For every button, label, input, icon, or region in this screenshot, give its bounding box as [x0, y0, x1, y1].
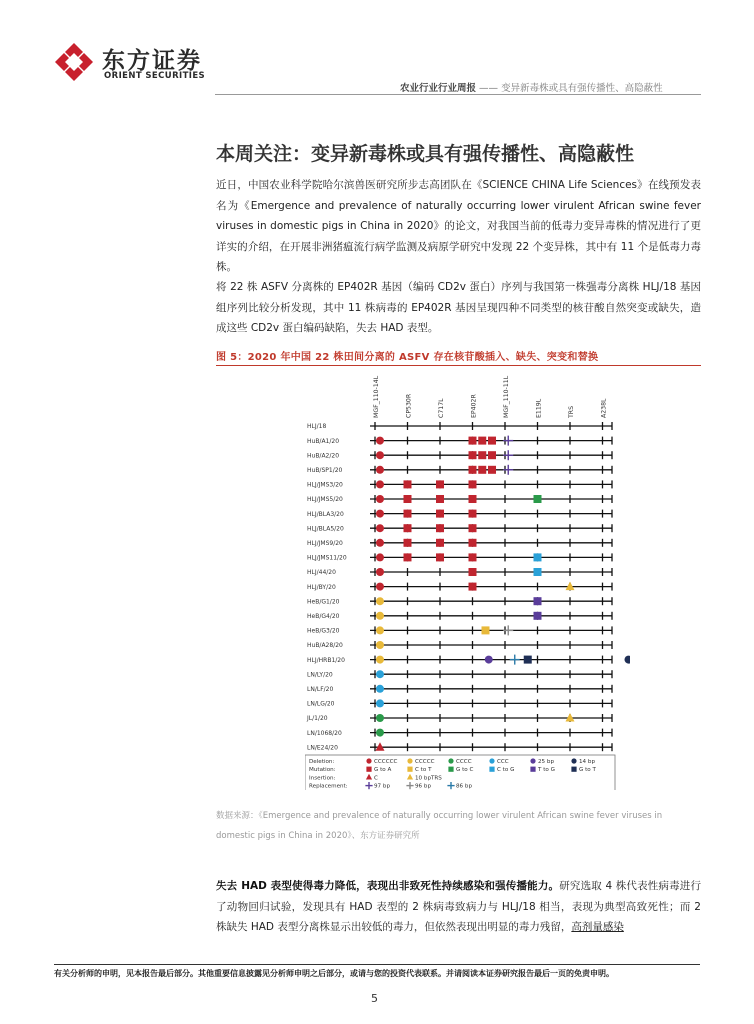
strain-label: HuB/A2/20	[307, 452, 340, 460]
legend-item-label: CCCC	[456, 759, 472, 765]
gene-label: MGF_110-11L	[503, 375, 510, 418]
legend-item-label: 97 bp	[374, 783, 390, 790]
mutation-mark	[478, 437, 486, 445]
mutation-mark	[436, 495, 444, 503]
mutation-mark	[534, 495, 542, 503]
mutation-mark	[469, 495, 477, 503]
conclusion-tail: 高剂量感染	[571, 921, 624, 933]
mutation-mark	[376, 437, 384, 445]
legend-marker	[366, 767, 371, 772]
mutation-mark	[534, 597, 542, 605]
mutation-mark	[469, 437, 477, 445]
strain-label: LN/1068/20	[307, 729, 342, 737]
conclusion-body: 研究选取 4 株代表性病毒进行了动物回归试验，发现具有 HAD 表型的 2 株病毒致病力与 HLJ/18 相当，表现为典型高致死性；而 2 株缺失 HAD 表型分离株显示出较低的毒力，但依然表现出明显的毒力残留，	[216, 880, 701, 933]
strain-label: HuB/A1/20	[307, 437, 340, 445]
mutation-mark	[376, 553, 384, 561]
mutation-mark	[488, 466, 496, 474]
strain-label: LN/E24/20	[307, 744, 338, 752]
page-header	[400, 80, 663, 94]
legend-item-label: 10 bpTRS	[415, 775, 442, 782]
mutation-mark	[469, 539, 477, 547]
mutation-mark	[566, 713, 575, 722]
paragraph-intro: 近日，中国农业科学院哈尔滨兽医研究所步志高团队在《SCIENCE CHINA Life Sciences》在线预发表名为《Emergence and prevalence of naturally occurring lower virulent African swine fever viruses in domestic pigs in China in 2020》的论文，对我国当前的低毒力变异毒株的情况进行了更详实的介绍，在开展非洲猪瘟流行病学监测及病原学研究中发现 22 个变异株，其中有 11 个是低毒力毒株。	[216, 179, 701, 273]
footer-disclaimer: 有关分析师的申明，见本报告最后部分。其他重要信息披露见分析师申明之后部分，或请与您的投资代表联系。并请阅读本证券研究报告最后一页的免责申明。	[54, 969, 614, 978]
mutation-mark	[376, 729, 384, 737]
mutation-mark	[376, 670, 384, 678]
strain-label: HLJ/JMS11/20	[307, 554, 347, 562]
strain-label: HLJ/44/20	[307, 569, 336, 577]
figure-title-rule	[216, 365, 701, 366]
legend-marker	[448, 767, 453, 772]
legend-marker	[366, 774, 372, 780]
strain-label: HLJ/BY/20	[307, 583, 336, 591]
mutation-mark	[376, 699, 384, 707]
mutation-mark	[376, 583, 384, 591]
mutation-mark	[436, 524, 444, 532]
legend-group-label: Deletion:	[309, 759, 335, 765]
mutation-mark	[376, 597, 384, 605]
legend-item-label: 25 bp	[538, 759, 554, 765]
mutation-mark	[482, 626, 490, 634]
strain-label: HLJ/HRB1/20	[307, 656, 345, 664]
strain-label: HLJ/BLA5/20	[307, 525, 344, 533]
mutation-mark	[534, 568, 542, 576]
section-title: 本周关注：变异新毒株或具有强传播性、高隐蔽性	[216, 143, 635, 165]
legend-marker	[571, 767, 576, 772]
mutation-mark	[376, 539, 384, 547]
legend-item-label: G to T	[579, 767, 596, 774]
legend-item-label: G to A	[374, 767, 392, 774]
mutation-mark	[376, 568, 384, 576]
gene-label: E119L	[535, 398, 543, 418]
gene-label: CP530R	[405, 393, 413, 418]
mutation-mark	[436, 480, 444, 488]
legend-item-label: 14 bp	[579, 759, 595, 765]
mutation-mark	[436, 510, 444, 518]
mutation-mark	[488, 451, 496, 459]
mutation-mark	[566, 582, 575, 591]
legend-item-label: G to C	[456, 767, 474, 774]
mutation-mark	[534, 553, 542, 561]
legend-marker	[448, 758, 453, 763]
legend-item-label: 86 bp	[456, 783, 472, 790]
strain-label: HLJ/JMS3/20	[307, 481, 343, 489]
gene-label: EP402R	[470, 394, 478, 418]
mutation-mark	[436, 553, 444, 561]
strain-label: LN/LY/20	[307, 671, 333, 679]
figure-source: 数据来源：《Emergence and prevalence of naturally occurring lower virulent African swine fever viruses in domestic pigs in China in 2020》、东方证券研究所	[216, 811, 663, 841]
legend-marker	[366, 758, 371, 763]
conclusion-lead: 失去 HAD 表型使得毒力降低，表现出非致死性持续感染和强传播能力。	[216, 880, 560, 892]
mutation-mark	[376, 466, 384, 474]
paragraph-conclusion	[216, 876, 701, 938]
legend-marker	[530, 758, 535, 763]
legend-item-label: T to G	[538, 767, 555, 774]
paragraph-analysis: 将 22 株 ASFV 分离株的 EP402R 基因（编码 CD2v 蛋白）序列与我国第一株强毒分离株 HLJ/18 基因组序列比较分析发现，其中 11 株病毒的 EP402R 基因呈现四种不同类型的核苷酸自然突变或缺失，造成这些 CD2v 蛋白编码缺陷，失去 HAD 表型。	[216, 281, 701, 334]
mutation-mark	[376, 612, 384, 620]
legend-marker	[571, 758, 576, 763]
gene-label: MGF_110-14L	[373, 375, 380, 418]
strain-label: HeB/G4/20	[307, 613, 340, 620]
strain-label: HeB/G3/20	[307, 627, 340, 635]
header-category: 农业行业行业周报	[400, 83, 477, 94]
orient-securities-logo-icon	[54, 42, 94, 82]
mutation-mark	[376, 524, 384, 532]
brand-name-cn: 东方证券	[102, 48, 202, 74]
mutation-mark	[404, 510, 412, 518]
header-separator: ——	[479, 83, 499, 94]
mutation-mark	[488, 437, 496, 445]
page-number: 5	[371, 992, 378, 1005]
strain-label: HuB/A28/20	[307, 642, 343, 650]
mutation-mark	[469, 568, 477, 576]
strain-label: HLJ/BLA3/20	[307, 510, 344, 518]
mutation-mark	[376, 626, 384, 634]
mutation-mark	[510, 655, 520, 665]
legend-marker	[489, 767, 494, 772]
legend-marker	[407, 758, 412, 763]
mutation-mark	[469, 480, 477, 488]
header-subtitle: 变异新毒株或具有强传播性、高隐蔽性	[501, 83, 663, 94]
asfv-mutation-figure	[305, 372, 630, 790]
gene-label: C717L	[438, 398, 445, 418]
legend-group-label: Insertion:	[309, 775, 336, 782]
legend-group-label: Mutation:	[309, 767, 336, 774]
legend-marker	[365, 782, 372, 789]
mutation-mark	[404, 480, 412, 488]
gene-label: TRS	[568, 405, 575, 418]
legend-marker	[530, 767, 535, 772]
mutation-mark	[469, 553, 477, 561]
mutation-mark	[469, 583, 477, 591]
strain-label: HuB/SP1/20	[307, 467, 343, 474]
legend-item-label: CCC	[497, 759, 509, 765]
mutation-mark	[469, 524, 477, 532]
strain-label: HLJ/18	[307, 423, 327, 431]
mutation-mark	[469, 451, 477, 459]
mutation-mark	[376, 510, 384, 518]
legend-marker	[406, 782, 413, 789]
mutation-mark	[376, 495, 384, 503]
mutation-mark	[376, 480, 384, 488]
legend-item-label: C to T	[415, 767, 432, 774]
mutation-mark	[404, 495, 412, 503]
mutation-mark	[534, 612, 542, 620]
strain-label: JL/1/20	[307, 715, 328, 723]
figure-title: 图 5：2020 年中国 22 株田间分离的 ASFV 存在核苷酸插入、缺失、突变和替换	[216, 352, 599, 363]
mutation-mark	[469, 466, 477, 474]
legend-item-label: CCCCCC	[374, 759, 398, 765]
mutation-mark	[524, 656, 532, 664]
strain-label: HLJ/JMS5/20	[307, 496, 343, 504]
legend-marker	[407, 767, 412, 772]
mutation-mark	[404, 553, 412, 561]
mutation-mark	[478, 466, 486, 474]
mutation-mark	[404, 539, 412, 547]
mutation-mark	[436, 539, 444, 547]
mutation-mark	[485, 656, 493, 664]
legend-group-label: Replacement:	[309, 783, 348, 790]
legend-marker	[489, 758, 494, 763]
header-divider	[215, 94, 701, 95]
strain-label: HLJ/JMS9/20	[307, 540, 343, 547]
mutation-mark	[478, 451, 486, 459]
mutation-mark	[376, 641, 384, 649]
mutation-mark	[376, 742, 385, 751]
strain-label: LN/LF/20	[307, 686, 334, 693]
strain-label: HeB/G1/20	[307, 598, 340, 606]
mutation-mark	[376, 714, 384, 722]
mutation-mark	[404, 524, 412, 532]
legend-marker	[447, 782, 454, 789]
legend-item-label: CCCCC	[415, 759, 435, 765]
brand-name-en: ORIENT SECURITIES	[104, 71, 206, 81]
mutation-mark	[469, 510, 477, 518]
strain-label: LN/LG/20	[307, 700, 335, 708]
mutation-mark	[376, 685, 384, 693]
legend-item-label: C	[374, 775, 378, 782]
mutation-mark	[625, 656, 631, 664]
legend-marker	[407, 774, 413, 780]
legend-item-label: C to G	[497, 767, 515, 774]
gene-label: A238L	[600, 398, 608, 418]
mutation-mark	[376, 656, 384, 664]
legend-item-label: 96 bp	[415, 783, 431, 790]
mutation-mark	[376, 451, 384, 459]
footer-divider	[54, 964, 700, 965]
